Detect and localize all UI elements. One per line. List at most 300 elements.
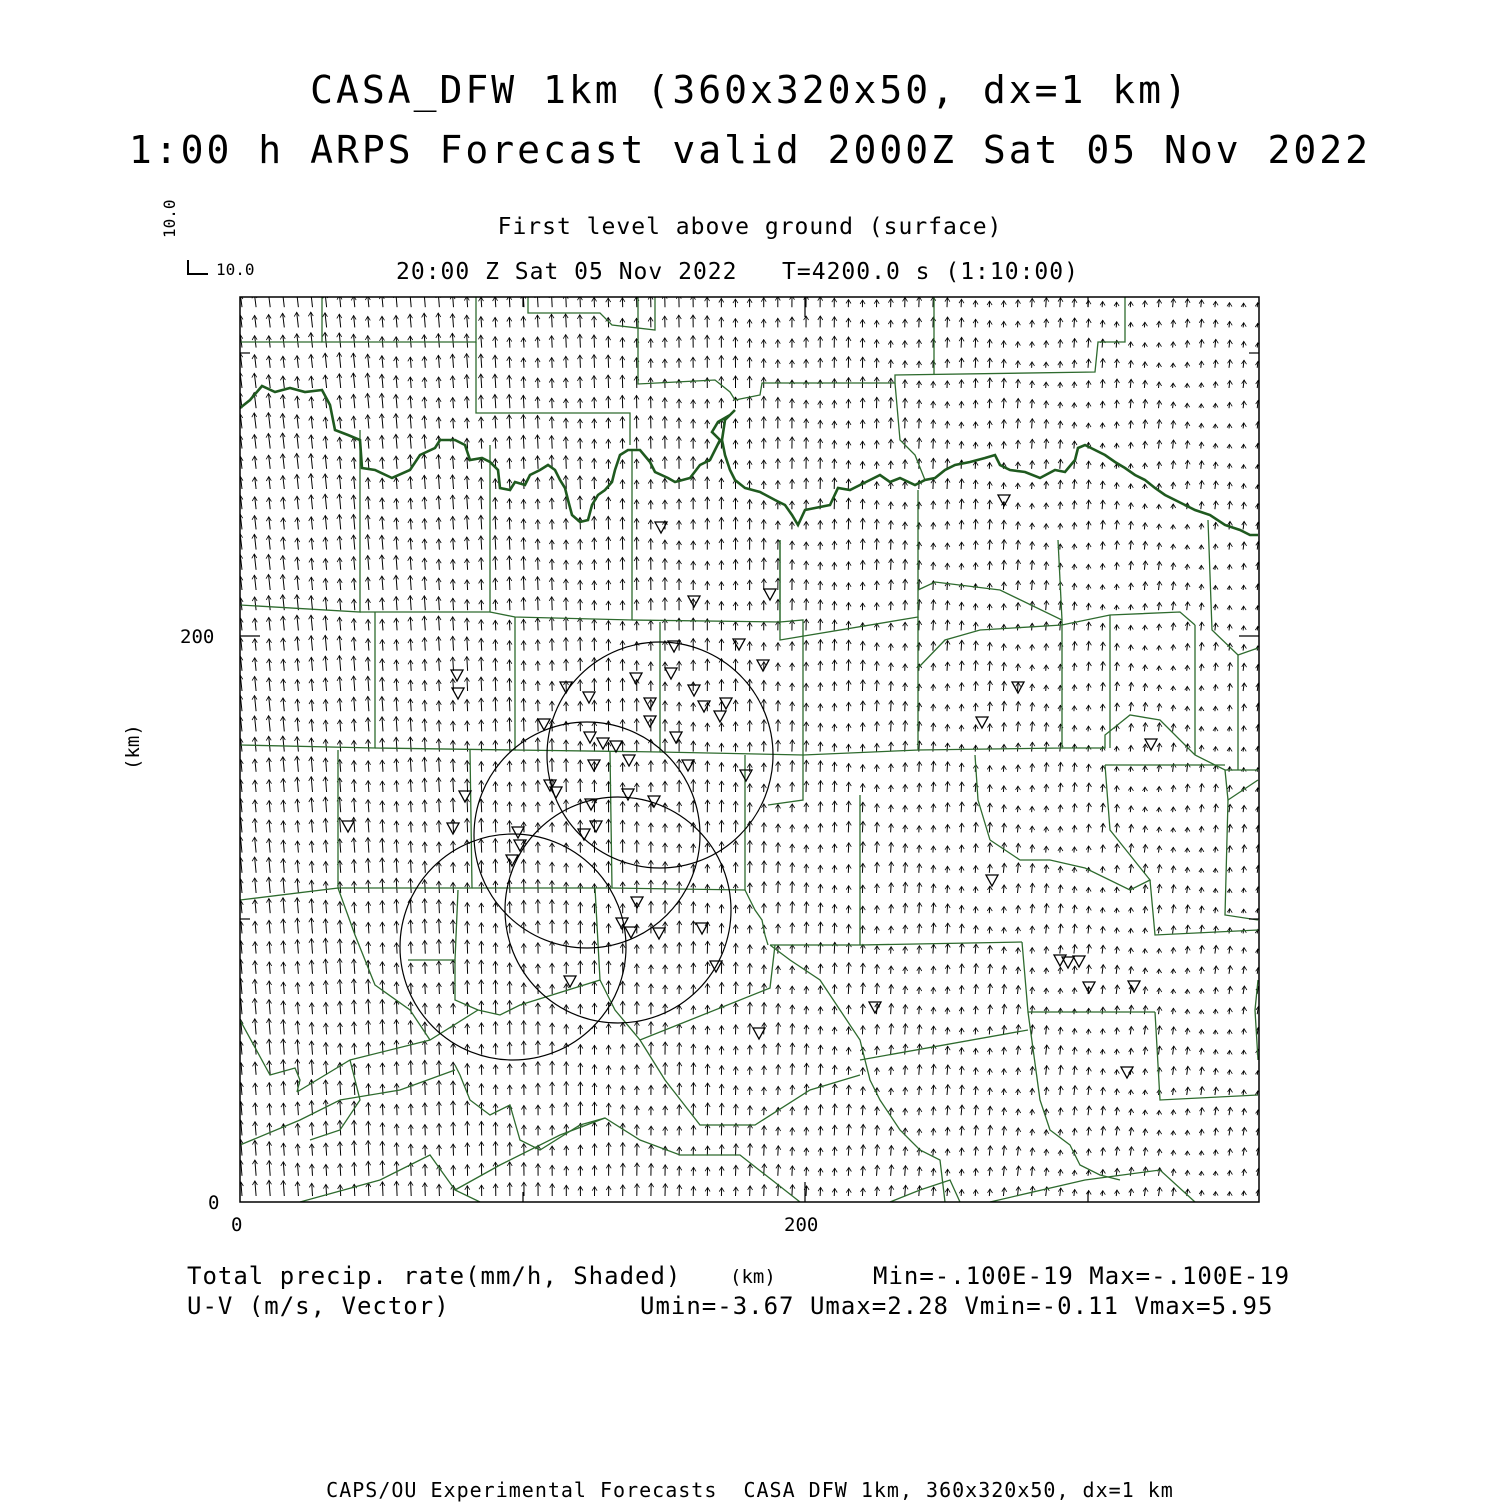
wind-vector	[283, 1181, 284, 1196]
wind-vector	[424, 616, 425, 630]
valid-time-label: 20:00 Z Sat 05 Nov 2022 T=4200.0 s (1:10:00)	[396, 259, 1079, 285]
wind-vector	[425, 659, 426, 670]
wind-vector	[467, 981, 468, 995]
wind-vector	[778, 1065, 779, 1075]
wind-vector	[269, 1161, 270, 1176]
wind-vector	[877, 822, 878, 832]
wind-vector	[439, 739, 440, 752]
wind-vector	[382, 1041, 383, 1054]
wind-vector	[410, 758, 411, 772]
wind-vector	[834, 781, 835, 792]
wind-vector	[481, 620, 482, 631]
wind-vector	[453, 960, 454, 974]
wind-vector	[834, 942, 835, 953]
wind-vector	[495, 620, 496, 630]
wind-vector	[947, 641, 948, 651]
wind-vector	[877, 862, 878, 873]
wind-vector	[891, 742, 892, 752]
wind-vector	[778, 1184, 779, 1196]
map-title-line1: CASA_DFW 1km (360x320x50, dx=1 km)	[0, 68, 1500, 112]
x-tick-label: 0	[231, 1214, 242, 1236]
wind-vector	[312, 1183, 313, 1196]
wind-vector	[354, 798, 355, 812]
wind-vector	[410, 596, 411, 611]
wind-vector	[495, 819, 496, 832]
y-axis-unit-label: (km)	[122, 724, 144, 770]
wind-vector	[792, 902, 793, 914]
wind-vector	[326, 1061, 327, 1075]
wind-vector	[411, 1082, 412, 1095]
wind-vector	[834, 985, 835, 994]
wind-vector	[509, 660, 510, 671]
wind-vector	[834, 1125, 835, 1135]
wind-vector	[396, 921, 397, 933]
wind-vector	[368, 1121, 369, 1135]
wind-vector	[382, 838, 383, 852]
wind-vector	[397, 1181, 398, 1196]
wind-vector	[552, 597, 553, 610]
wind-vector	[439, 1102, 440, 1116]
wind-vector	[877, 680, 878, 691]
wind-vector	[481, 657, 482, 671]
wind-vector	[368, 1042, 369, 1054]
wind-vector	[410, 699, 411, 711]
wind-vector	[509, 620, 510, 630]
wind-vector	[439, 881, 440, 893]
wind-vector	[411, 841, 412, 853]
vector-minmax-label: Umin=-3.67 Umax=2.28 Vmin=-0.11 Vmax=5.95	[640, 1292, 1273, 1320]
wind-vector	[368, 1064, 369, 1075]
wind-vector	[848, 983, 849, 994]
wind-vector	[862, 1004, 863, 1014]
wind-vector	[453, 1101, 454, 1115]
wind-vector	[467, 818, 468, 832]
wind-vector	[509, 599, 510, 611]
wind-vector	[411, 1061, 412, 1075]
wind-vector	[382, 1123, 383, 1136]
wind-vector	[467, 618, 468, 630]
wind-vector	[396, 821, 397, 832]
wind-vector	[467, 779, 468, 792]
wind-vector	[396, 781, 397, 792]
wind-vector	[481, 781, 482, 793]
wind-vector	[425, 842, 426, 853]
wind-vector	[397, 1062, 398, 1075]
wind-vector	[834, 923, 835, 933]
wind-vector	[481, 638, 482, 650]
wind-vector	[439, 616, 440, 630]
wind-vector	[481, 960, 482, 974]
wind-vector	[792, 1064, 793, 1075]
wind-vector	[411, 920, 412, 933]
wind-vector	[411, 983, 412, 994]
wind-vector	[396, 1020, 397, 1035]
wind-vector	[495, 801, 496, 813]
wind-vector	[425, 861, 426, 873]
wind-vector	[834, 963, 835, 974]
wind-vector	[425, 719, 426, 732]
wind-vector	[481, 861, 482, 873]
wind-vector	[891, 883, 892, 893]
wind-vector	[439, 900, 440, 913]
wind-vector	[862, 660, 863, 671]
wind-vector	[368, 902, 369, 914]
wind-vector	[396, 878, 397, 893]
wind-vector	[425, 638, 426, 651]
wind-vector	[481, 600, 482, 610]
wind-vector	[340, 1120, 341, 1135]
wind-vector	[495, 640, 496, 651]
wind-vector	[764, 1144, 765, 1155]
wind-vector	[396, 840, 397, 853]
wind-vector	[453, 778, 454, 792]
wind-vector	[396, 858, 397, 872]
wind-vector	[425, 1041, 426, 1055]
wind-vector	[481, 698, 482, 711]
wind-vector	[326, 1121, 327, 1135]
wind-vector	[834, 822, 835, 832]
wind-vector	[411, 822, 412, 833]
wind-vector	[368, 1103, 369, 1116]
wind-vector	[467, 678, 468, 691]
wind-vector	[481, 515, 482, 529]
wind-vector	[467, 840, 468, 853]
wind-vector	[425, 919, 426, 933]
wind-vector	[340, 1142, 341, 1156]
wind-vector	[354, 1022, 355, 1035]
wind-vector	[382, 820, 383, 833]
wind-vector	[778, 1043, 779, 1055]
wind-vector	[453, 598, 454, 610]
wind-vector	[411, 1104, 412, 1115]
wind-vector	[467, 940, 468, 954]
wind-vector	[311, 1080, 312, 1095]
vector-legend-label: U-V (m/s, Vector)	[187, 1292, 450, 1320]
wind-vector	[538, 539, 539, 550]
wind-vector	[340, 959, 341, 974]
wind-vector	[382, 1182, 383, 1196]
wind-vector	[495, 578, 496, 590]
wind-vector	[905, 559, 906, 569]
wind-vector	[410, 779, 411, 792]
wind-vector	[439, 1042, 440, 1055]
wind-vector	[368, 1161, 369, 1176]
wind-vector	[467, 741, 468, 751]
wind-vector	[495, 658, 496, 671]
wind-vector	[453, 982, 454, 994]
vector-scale-icon	[188, 260, 208, 274]
wind-vector	[481, 677, 482, 691]
wind-vector	[524, 698, 525, 711]
wind-vector	[792, 1024, 793, 1035]
wind-vector	[538, 618, 539, 630]
wind-vector	[862, 842, 863, 853]
wind-vector	[312, 1101, 313, 1116]
wind-vector	[382, 980, 383, 994]
wind-vector	[792, 1166, 793, 1176]
wind-vector	[509, 536, 510, 549]
wind-vector	[523, 556, 524, 569]
wind-vector	[439, 940, 440, 954]
wind-vector	[778, 1023, 779, 1035]
wind-vector	[397, 943, 398, 954]
wind-vector	[424, 577, 425, 590]
wind-vector	[340, 1063, 341, 1075]
wind-vector	[806, 1063, 807, 1075]
wind-vector	[481, 536, 482, 550]
wind-vector	[453, 939, 454, 953]
wind-vector	[382, 943, 383, 954]
vector-scale-u-label: 10.0	[216, 260, 255, 279]
wind-vector	[453, 617, 454, 631]
wind-vector	[467, 761, 468, 772]
wind-vector	[862, 821, 863, 832]
wind-vector	[382, 1141, 383, 1155]
wind-vector	[340, 1023, 341, 1035]
wind-vector	[368, 1084, 369, 1095]
wind-vector	[439, 821, 440, 833]
wind-vector	[820, 964, 821, 974]
wind-vector	[467, 657, 468, 671]
wind-vector	[834, 801, 835, 812]
wind-vector	[820, 781, 821, 792]
wind-vector	[368, 858, 369, 872]
wind-vector	[453, 901, 454, 913]
wind-vector	[410, 617, 411, 630]
wind-vector	[919, 621, 920, 631]
wind-vector	[354, 1120, 355, 1135]
wind-vector	[891, 701, 892, 712]
wind-vector	[736, 1144, 737, 1156]
wind-vector	[411, 1021, 412, 1035]
wind-vector	[425, 899, 426, 913]
precip-legend-label: Total precip. rate(mm/h, Shaded)	[187, 1262, 681, 1290]
wind-vector	[425, 822, 426, 833]
wind-vector	[326, 1143, 327, 1156]
wind-vector	[792, 1185, 793, 1196]
wind-vector	[425, 1060, 426, 1075]
wind-vector	[382, 1000, 383, 1015]
wind-vector	[354, 1000, 355, 1014]
wind-vector	[453, 636, 454, 650]
wind-vector	[523, 598, 524, 611]
wind-vector	[439, 758, 440, 772]
wind-vector	[312, 1164, 313, 1176]
wind-vector	[509, 678, 510, 691]
wind-vector	[382, 962, 383, 974]
precip-minmax-label: Min=-.100E-19 Max=-.100E-19	[873, 1262, 1290, 1290]
wind-vector	[453, 657, 454, 671]
wind-vector	[382, 1161, 383, 1176]
wind-vector	[750, 1144, 751, 1156]
wind-vector	[382, 1104, 383, 1115]
wind-vector	[382, 901, 383, 914]
wind-vector	[820, 922, 821, 933]
wind-vector	[425, 941, 426, 954]
wind-vector	[834, 1104, 835, 1115]
wind-vector	[905, 579, 906, 590]
wind-vector	[495, 719, 496, 732]
wind-vector	[326, 981, 327, 994]
wind-vector	[495, 859, 496, 873]
wind-vector	[453, 700, 454, 711]
wind-vector	[439, 1081, 440, 1095]
wind-vector	[424, 596, 425, 610]
wind-vector	[467, 862, 468, 873]
wind-vector	[453, 1081, 454, 1095]
wind-vector	[524, 619, 525, 630]
wind-vector	[354, 1184, 355, 1196]
wind-vector	[396, 899, 397, 913]
wind-vector	[524, 519, 525, 530]
wind-vector	[481, 762, 482, 772]
wind-vector	[552, 617, 553, 630]
wind-vector	[848, 801, 849, 812]
wind-vector	[453, 920, 454, 934]
wind-vector	[453, 516, 454, 529]
wind-vector	[848, 963, 849, 974]
wind-vector	[481, 558, 482, 570]
wind-vector	[919, 580, 920, 590]
wind-vector	[891, 721, 892, 732]
wind-vector	[439, 658, 440, 671]
wind-vector	[425, 738, 426, 752]
wind-vector	[848, 1104, 849, 1115]
wind-vector	[382, 879, 383, 893]
wind-vector	[820, 1045, 821, 1055]
wind-vector	[326, 938, 327, 953]
wind-vector	[368, 1021, 369, 1035]
footer-credit: CAPS/OU Experimental Forecasts CASA DFW 1km, 360x320x50, dx=1 km	[0, 1478, 1500, 1502]
wind-vector	[453, 819, 454, 832]
wind-vector	[862, 701, 863, 711]
wind-vector	[425, 1003, 426, 1014]
wind-vector	[382, 858, 383, 873]
wind-vector	[340, 1100, 341, 1115]
wind-vector	[877, 722, 878, 732]
wind-vector	[750, 1164, 751, 1176]
wind-vector	[820, 903, 821, 913]
wind-vector	[382, 1063, 383, 1075]
wind-vector	[524, 718, 525, 732]
wind-vector	[467, 921, 468, 933]
wind-vector	[439, 1061, 440, 1075]
wind-vector	[425, 983, 426, 994]
wind-vector	[467, 960, 468, 974]
wind-vector	[382, 1020, 383, 1035]
wind-vector	[538, 558, 539, 570]
wind-vector	[439, 842, 440, 853]
wind-vector	[820, 1064, 821, 1075]
wind-vector	[439, 778, 440, 792]
wind-vector	[509, 556, 510, 570]
wind-vector	[354, 860, 355, 873]
wind-vector	[326, 1080, 327, 1095]
wind-vector	[453, 740, 454, 751]
wind-vector	[933, 620, 934, 630]
wind-vector	[382, 717, 383, 732]
wind-vector	[495, 697, 496, 711]
wind-vector	[368, 1141, 369, 1156]
wind-vector	[820, 943, 821, 954]
x-axis-unit-label: (km)	[730, 1266, 776, 1288]
wind-vector	[467, 516, 468, 530]
wind-vector	[410, 899, 411, 914]
wind-vector	[396, 737, 397, 751]
wind-vector	[481, 579, 482, 590]
map-subtitle: First level above ground (surface)	[0, 214, 1500, 240]
wind-vector	[792, 1085, 793, 1095]
wind-vector	[481, 720, 482, 732]
wind-vector	[495, 536, 496, 550]
wind-vector	[397, 982, 398, 994]
wind-vector	[397, 1084, 398, 1096]
wind-vector	[792, 1043, 793, 1055]
wind-vector	[340, 1081, 341, 1095]
wind-vector	[354, 979, 355, 994]
wind-vector	[411, 1040, 412, 1055]
wind-vector	[905, 721, 906, 732]
wind-vector	[495, 677, 496, 691]
wind-vector	[481, 818, 482, 832]
wind-vector	[933, 600, 934, 610]
wind-vector	[891, 559, 892, 570]
wind-vector	[891, 681, 892, 691]
wind-vector	[495, 600, 496, 610]
wind-vector	[396, 1001, 397, 1015]
wind-vector	[425, 778, 426, 792]
wind-vector	[806, 1106, 807, 1115]
wind-vector	[764, 1185, 765, 1196]
wind-vector	[862, 680, 863, 691]
wind-vector	[750, 1124, 751, 1135]
wind-vector	[439, 919, 440, 933]
wind-vector	[820, 1084, 821, 1095]
wind-vector	[905, 600, 906, 610]
wind-vector	[368, 838, 369, 853]
wind-vector	[467, 637, 468, 651]
wind-vector	[509, 577, 510, 590]
wind-vector	[453, 759, 454, 772]
y-tick-label: 200	[180, 626, 214, 648]
wind-vector	[538, 597, 539, 611]
wind-vector	[368, 999, 369, 1014]
wind-vector	[523, 538, 524, 550]
wind-vector	[396, 717, 397, 732]
wind-vector	[495, 556, 496, 569]
wind-vector	[397, 1124, 398, 1135]
wind-vector	[425, 1081, 426, 1095]
wind-vector	[439, 983, 440, 994]
wind-vector	[481, 799, 482, 812]
wind-vector	[354, 1162, 355, 1175]
wind-vector	[453, 798, 454, 812]
wind-vector	[439, 637, 440, 651]
wind-vector	[495, 839, 496, 853]
x-tick-label: 200	[784, 1214, 818, 1236]
wind-vector	[397, 1143, 398, 1156]
wind-vector	[481, 839, 482, 853]
wind-vector	[806, 1084, 807, 1095]
wind-vector	[396, 1040, 397, 1054]
wind-vector	[410, 718, 411, 732]
vector-scale-v-label: 10.0	[160, 199, 179, 238]
wind-vector	[509, 518, 510, 530]
wind-vector	[312, 1060, 313, 1075]
wind-vector	[368, 1183, 369, 1196]
wind-vector	[354, 1141, 355, 1156]
wind-vector	[820, 1105, 821, 1116]
